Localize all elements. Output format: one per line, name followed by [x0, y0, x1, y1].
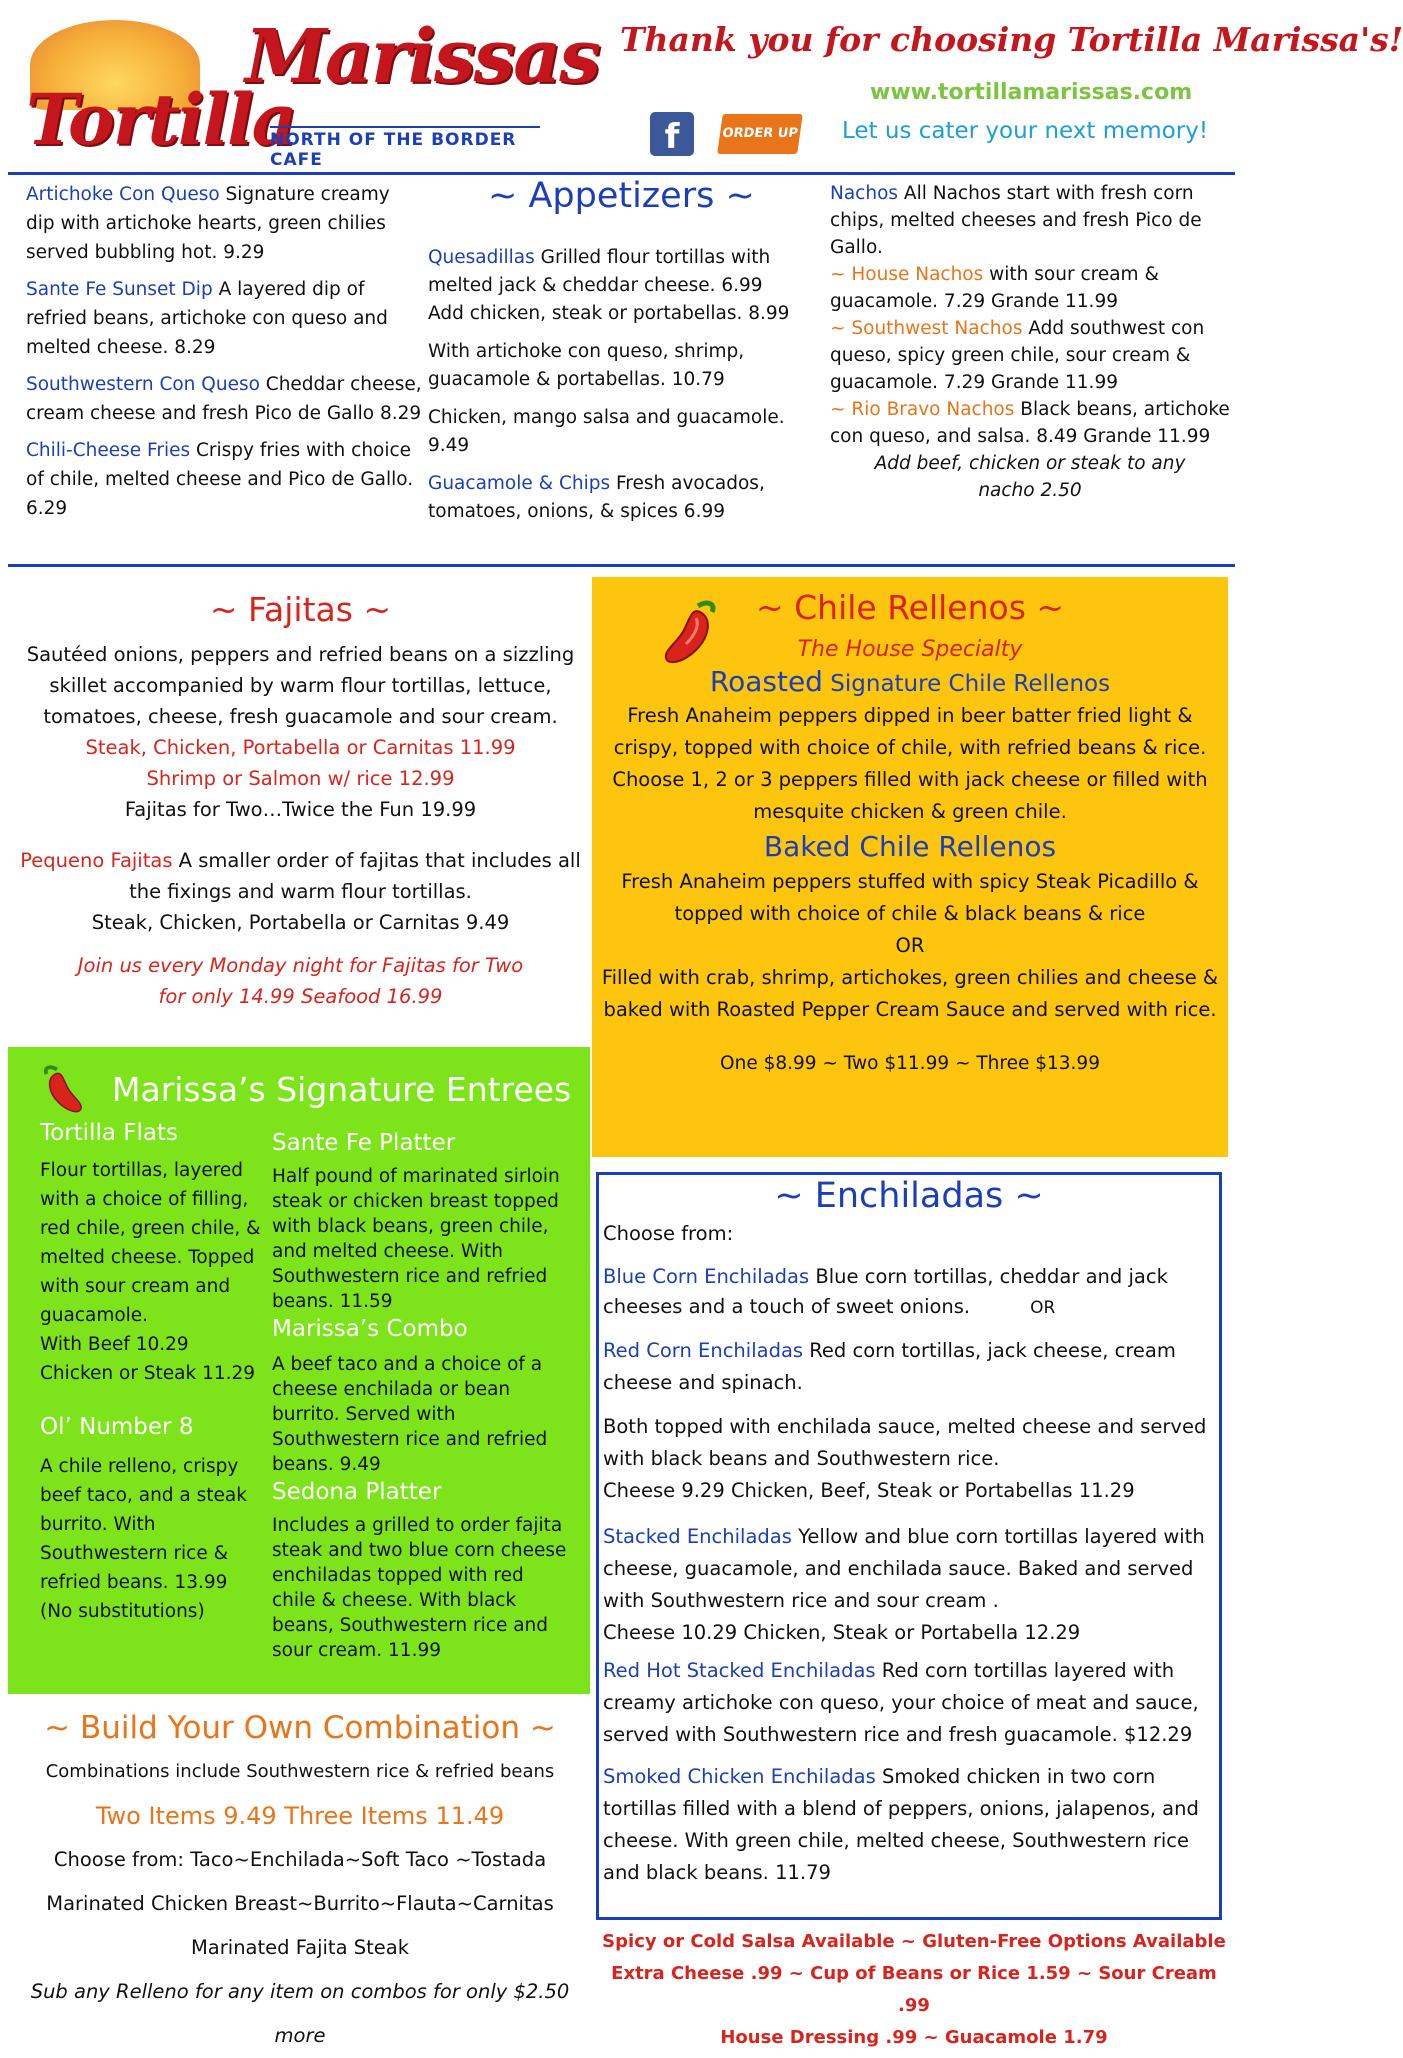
entree-title: Ol’ Number 8 [40, 1414, 194, 1440]
item-desc: Signature creamy dip with artichoke hearts, green chilies served bubbling hot. 9.29 [26, 184, 390, 263]
baked-title: Baked Chile Rellenos [763, 830, 1057, 863]
enchiladas-section [603, 1176, 1215, 1889]
divider [8, 564, 1235, 567]
item-name: ~ Southwest Nachos [830, 318, 1023, 339]
build-choose: Choose from: Taco~Enchilada~Soft Taco ~Tostada [53, 1848, 547, 1871]
build-combination-section [10, 1706, 590, 2058]
footer-line: Spicy or Cold Salsa Available ~ Gluten-Free Options Available [602, 1931, 1226, 1952]
appetizer-item [26, 370, 424, 428]
pequeno-item [18, 845, 583, 907]
appetizer-item [26, 180, 424, 267]
item-desc: A smaller order of fajitas that includes all the fixings and warm flour tortillas. [129, 849, 581, 903]
item-name: ~ House Nachos [830, 264, 984, 285]
build-choose: Marinated Fajita Steak [190, 1936, 409, 1959]
logo-marissas: Marissas [245, 14, 599, 100]
roasted-word: Roasted [709, 665, 823, 698]
entree-desc: Flour tortillas, layered with a choice of filling, red chile, green chile, & melted cheese. Topped with sour cream and guacamole. [40, 1160, 261, 1326]
item-desc: Smoked chicken in two corn tortillas filled with a blend of peppers, onions, jalapenos, and cheese. With green chile, melted cheese, Southwestern rice and black beans. 11.79 [603, 1765, 1199, 1884]
entree-desc: A beef taco and a choice of a cheese enchilada or bean burrito. Served with Southwestern rice and refried beans. 9.49 [272, 1354, 548, 1475]
signature-left-column [40, 1118, 262, 1626]
facebook-icon[interactable]: f [650, 112, 694, 156]
enchilada-item [603, 1521, 1215, 1617]
choose-from: Choose from: [603, 1222, 734, 1245]
roasted-rest: Signature Chile Rellenos [822, 671, 1111, 697]
appetizer-item [830, 180, 1230, 261]
entree-price: Chicken or Steak 11.29 [40, 1363, 256, 1384]
appetizer-item [26, 275, 424, 362]
orderup-icon[interactable]: ORDER UP [717, 114, 803, 154]
chile-rellenos-section [600, 588, 1220, 1080]
fajitas-desc: Sautéed onions, peppers and refried beans on a sizzling skillet accompanied by warm flour tortillas, lettuce, tomatoes, cheese, fresh guacamole and sour cream. [26, 643, 575, 728]
logo-tortilla: Tortilla [26, 78, 296, 161]
enchiladas-title: ~ Enchiladas ~ [774, 1176, 1044, 1216]
item-name: Blue Corn Enchiladas [603, 1265, 810, 1288]
item-desc: Red corn tortillas, jack cheese, cream cheese and spinach. [603, 1339, 1176, 1394]
item-desc: Red corn tortillas layered with creamy artichoke con queso, your choice of meat and sauce, served with Southwestern rice and fresh guacamole. $12.29 [603, 1659, 1199, 1746]
fajitas-section [18, 590, 583, 1012]
item-desc: with sour cream & guacamole. 7.29 Grande 11.99 [830, 264, 1159, 312]
footer-line: House Dressing .99 ~ Guacamole 1.79 [720, 2027, 1108, 2048]
fajitas-for-two: Fajitas for Two…Twice the Fun 19.99 [124, 798, 477, 821]
appetizer-item [830, 261, 1230, 315]
footer-line: Extra Cheese .99 ~ Cup of Beans or Rice 1.59 ~ Sour Cream .99 [611, 1963, 1217, 2016]
item-desc: Fresh avocados, tomatoes, onions, & spices 6.99 [428, 473, 765, 522]
build-title: ~ Build Your Own Combination ~ [44, 1710, 556, 1746]
build-choose: Marinated Chicken Breast~Burrito~Flauta~Carnitas [46, 1892, 554, 1915]
item-desc: Add southwest con queso, spicy green chile, sour cream & guacamole. 7.29 Grande 11.99 [830, 318, 1205, 393]
logo-subtitle: NORTH OF THE BORDER CAFE [270, 126, 540, 170]
enchilada-item [603, 1262, 1215, 1323]
monday-promo: Join us every Monday night for Fajitas for Two [77, 954, 524, 977]
cater-text: Let us cater your next memory! [842, 118, 1209, 144]
signature-right-column [272, 1128, 572, 1663]
item-name: ~ Rio Bravo Nachos [830, 399, 1015, 420]
item-name: Artichoke Con Queso [26, 184, 220, 205]
item-name: Pequeno Fajitas [20, 849, 173, 872]
appetizer-line: With artichoke con queso, shrimp, guacamole & portabellas. 10.79 [428, 341, 745, 390]
chile-rellenos-title: ~ Chile Rellenos ~ [755, 588, 1065, 627]
entree-desc: Half pound of marinated sirloin steak or chicken breast topped with black beans, green chile, and melted cheese. With Southwestern rice and refried beans. 11.59 [272, 1166, 560, 1312]
item-name: Red Corn Enchiladas [603, 1339, 804, 1362]
entree-note: (No substitutions) [40, 1601, 205, 1622]
nacho-add-note: Add beef, chicken or steak to any nacho 2.50 [874, 453, 1186, 501]
or-text: OR [895, 934, 925, 957]
website-link[interactable]: www.tortillamarissas.com [870, 80, 1193, 105]
appetizer-line: Chicken, mango salsa and guacamole. 9.49 [428, 407, 785, 456]
signature-title: Marissa’s Signature Entrees [112, 1070, 572, 1109]
build-prices: Two Items 9.49 Three Items 11.49 [95, 1802, 505, 1830]
divider [8, 172, 1235, 175]
chile-pepper-icon [40, 1062, 86, 1116]
fajitas-title: ~ Fajitas ~ [209, 590, 392, 629]
entree-title: Sante Fe Platter [272, 1130, 456, 1156]
enchilada-both: Both topped with enchilada sauce, melted cheese and served with black beans and Southwestern rice. [603, 1415, 1207, 1470]
entree-title: Tortilla Flats [40, 1120, 178, 1146]
baked-desc: Fresh Anaheim peppers stuffed with spicy Steak Picadillo & topped with choice of chile & black beans & rice [621, 870, 1199, 925]
roasted-title [600, 666, 1220, 700]
house-specialty: The House Specialty [797, 637, 1023, 662]
pequeno-price: Steak, Chicken, Portabella or Carnitas 9.49 [91, 911, 510, 934]
thanks-text: Thank you for choosing Tortilla Marissa's! [620, 20, 1403, 59]
item-name: Nachos [830, 183, 899, 204]
or-text: OR [1030, 1298, 1056, 1318]
appetizer-item [428, 470, 800, 526]
monday-promo: for only 14.99 Seafood 16.99 [158, 985, 443, 1008]
item-name: Sante Fe Sunset Dip [26, 279, 213, 300]
appetizers-left-column [26, 180, 424, 523]
item-desc: All Nachos start with fresh corn chips, melted cheeses and fresh Pico de Gallo. [830, 183, 1202, 258]
chile-prices: One $8.99 ~ Two $11.99 ~ Three $13.99 [720, 1053, 1100, 1074]
baked-desc-2: Filled with crab, shrimp, artichokes, green chilies and cheese & baked with Roasted Pepper Cream Sauce and served with rice. [601, 966, 1219, 1021]
entree-title: Sedona Platter [272, 1479, 442, 1505]
item-name: Southwestern Con Queso [26, 374, 260, 395]
fajitas-price: Shrimp or Salmon w/ rice 12.99 [146, 767, 455, 790]
enchilada-item [603, 1335, 1215, 1399]
item-name: Chili-Cheese Fries [26, 440, 191, 461]
item-name: Smoked Chicken Enchiladas [603, 1765, 876, 1788]
enchilada-item [603, 1761, 1215, 1889]
build-sub: Sub any Relleno for any item on combos for only $2.50 more [30, 1980, 570, 2047]
appetizers-right-column [830, 180, 1230, 504]
appetizers-middle-column [428, 244, 800, 526]
enchilada-price: Cheese 10.29 Chicken, Steak or Portabella 12.29 [603, 1621, 1081, 1644]
appetizers-title: ~ Appetizers ~ [488, 176, 755, 216]
roasted-desc: Fresh Anaheim peppers dipped in beer batter fried light & crispy, topped with choice of chile, with refried beans & rice. Choose 1, 2 or 3 peppers filled with jack cheese or filled with mesquite chicken & green chile. [612, 704, 1208, 823]
fajitas-price: Steak, Chicken, Portabella or Carnitas 11.99 [85, 736, 516, 759]
item-desc: Yellow and blue corn tortillas layered with cheese, guacamole, and enchilada sauce. Baked and served with Southwestern rice and sour cream . [603, 1525, 1205, 1612]
item-desc: Cheddar cheese, cream cheese and fresh Pico de Gallo 8.29 [26, 374, 422, 424]
item-desc: Crispy fries with choice of chile, melted cheese and Pico de Gallo. 6.29 [26, 440, 414, 519]
entree-desc: A chile relleno, crispy beef taco, and a steak burrito. With Southwestern rice & refried beans. 13.99 [40, 1456, 247, 1593]
appetizer-item [428, 244, 800, 328]
entree-desc: Includes a grilled to order fajita steak and two blue corn cheese enchiladas topped with red chile & cheese. With black beans, Southwestern rice and sour cream. 11.99 [272, 1515, 567, 1661]
entree-price: With Beef 10.29 [40, 1334, 189, 1355]
item-desc: A layered dip of refried beans, artichoke con queso and melted cheese. 8.29 [26, 279, 388, 358]
item-name: Guacamole & Chips [428, 473, 611, 494]
item-desc: Blue corn tortillas, cheddar and jack cheeses and a touch of sweet onions. [603, 1265, 1168, 1318]
logo [20, 8, 599, 170]
enchilada-price: Cheese 9.29 Chicken, Beef, Steak or Portabellas 11.29 [603, 1479, 1135, 1502]
item-desc: Black beans, artichoke con queso, and salsa. 8.49 Grande 11.99 [830, 399, 1230, 447]
appetizer-item [830, 396, 1230, 450]
item-name: Red Hot Stacked Enchiladas [603, 1659, 876, 1682]
item-desc: Grilled flour tortillas with melted jack & cheddar cheese. 6.99 Add chicken, steak or portabellas. 8.99 [428, 247, 790, 324]
entree-title: Marissa’s Combo [272, 1316, 468, 1342]
enchilada-item [603, 1655, 1215, 1751]
appetizer-item [26, 436, 424, 523]
footer-notes [596, 1926, 1232, 2054]
appetizer-item [830, 315, 1230, 396]
build-includes: Combinations include Southwestern rice & refried beans [45, 1761, 555, 1782]
item-name: Stacked Enchiladas [603, 1525, 792, 1548]
item-name: Quesadillas [428, 247, 535, 268]
